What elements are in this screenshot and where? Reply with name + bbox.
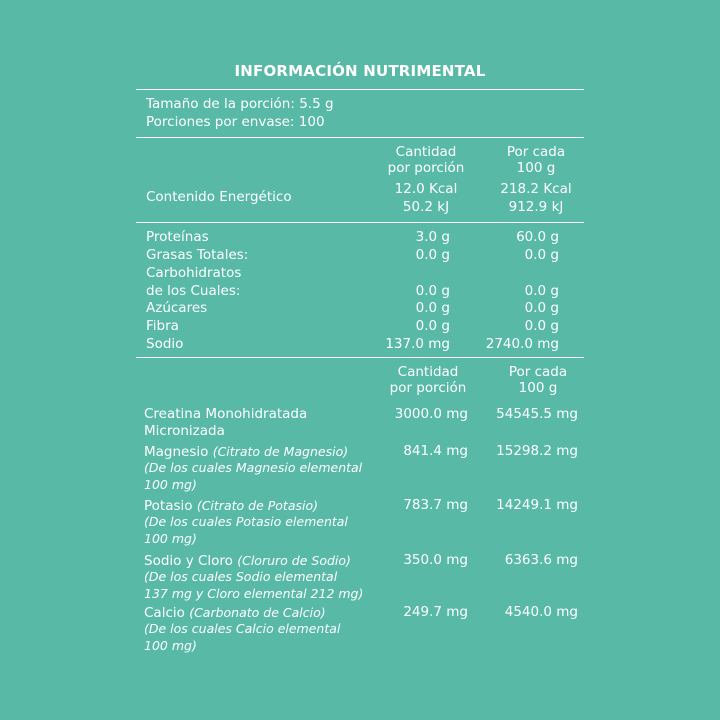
energy-kcal-portion: 12.0 Kcal bbox=[394, 181, 458, 197]
nutrient-label: Proteínas bbox=[146, 229, 209, 245]
ingredient-portion: 841.4 mg bbox=[403, 443, 468, 459]
divider bbox=[136, 357, 584, 358]
ingredient-name-line2: Micronizada bbox=[144, 423, 225, 439]
nutrient-portion: 0.0 g bbox=[415, 300, 450, 316]
serving-size: Tamaño de la porción: 5.5 g bbox=[146, 96, 334, 112]
divider bbox=[136, 222, 584, 223]
servings-per-container: Porciones por envase: 100 bbox=[146, 114, 325, 130]
ingredient-per100: 15298.2 mg bbox=[496, 443, 578, 459]
header-portion-line2: por porción bbox=[389, 380, 467, 396]
energy-kj-100: 912.9 kJ bbox=[508, 199, 564, 215]
ingredient-per100: 6363.6 mg bbox=[504, 552, 578, 568]
ingredient-per100: 54545.5 mg bbox=[496, 406, 578, 422]
header-per100-line2: 100 g bbox=[518, 380, 558, 396]
nutrient-per100: 0.0 g bbox=[524, 247, 559, 263]
ingredient-name: Sodio y Cloro bbox=[144, 553, 233, 569]
ingredient-portion: 350.0 mg bbox=[403, 552, 468, 568]
nutrient-portion: 0.0 g bbox=[415, 283, 450, 299]
ingredient-name: Potasio bbox=[144, 498, 193, 514]
ingredient-source: (Citrato de Magnesio) bbox=[212, 444, 349, 459]
nutrient-label: Grasas Totales: bbox=[146, 247, 249, 263]
energy-kj-portion: 50.2 kJ bbox=[402, 199, 450, 215]
ingredient-per100: 14249.1 mg bbox=[496, 497, 578, 513]
header-portion-line2: por porción bbox=[387, 160, 465, 176]
header-portion-line1: Cantidad bbox=[397, 364, 459, 380]
header-per100-line1: Por cada bbox=[508, 364, 568, 380]
ingredient-row bbox=[144, 604, 326, 622]
nutrient-label: Carbohidratos bbox=[146, 265, 242, 281]
nutrient-label: Azúcares bbox=[146, 300, 208, 316]
header-per100-line2: 100 g bbox=[516, 160, 556, 176]
ingredient-name: Magnesio bbox=[144, 444, 209, 460]
ingredient-portion: 783.7 mg bbox=[403, 497, 468, 513]
nutrient-portion: 3.0 g bbox=[415, 229, 450, 245]
ingredient-detail: (De los cuales Potasio elemental bbox=[144, 514, 348, 529]
ingredient-row bbox=[144, 443, 348, 461]
nutrient-per100: 0.0 g bbox=[524, 283, 559, 299]
nutrient-portion: 137.0 mg bbox=[385, 336, 450, 352]
page-title: INFORMACIÓN NUTRIMENTAL bbox=[234, 62, 486, 80]
nutrient-per100: 0.0 g bbox=[524, 318, 559, 334]
ingredient-name: Calcio bbox=[144, 605, 185, 621]
energy-kcal-100: 218.2 Kcal bbox=[500, 181, 572, 197]
ingredient-detail: (De los cuales Calcio elemental bbox=[144, 621, 341, 636]
nutrient-label: Fibra bbox=[146, 318, 179, 334]
ingredient-source: (Cloruro de Sodio) bbox=[237, 553, 351, 568]
divider bbox=[136, 89, 584, 90]
ingredient-detail: 100 mg) bbox=[144, 477, 197, 492]
nutrient-per100: 0.0 g bbox=[524, 300, 559, 316]
ingredient-detail: 137 mg y Cloro elemental 212 mg) bbox=[144, 586, 364, 601]
nutrient-per100: 60.0 g bbox=[516, 229, 559, 245]
nutrient-label: de los Cuales: bbox=[146, 283, 241, 299]
divider bbox=[136, 137, 584, 138]
ingredient-portion: 3000.0 mg bbox=[394, 406, 468, 422]
nutrient-label: Sodio bbox=[146, 336, 184, 352]
ingredient-detail: 100 mg) bbox=[144, 638, 197, 653]
ingredient-name: Creatina Monohidratada bbox=[144, 406, 308, 422]
nutrient-portion: 0.0 g bbox=[415, 318, 450, 334]
ingredient-portion: 249.7 mg bbox=[403, 604, 468, 620]
energy-label: Contenido Energético bbox=[146, 189, 292, 205]
ingredient-row bbox=[144, 497, 318, 515]
ingredient-detail: (De los cuales Magnesio elemental bbox=[144, 460, 363, 475]
ingredient-source: (Carbonato de Calcio) bbox=[189, 605, 326, 620]
header-portion-line1: Cantidad bbox=[395, 144, 457, 160]
header-per100-line1: Por cada bbox=[506, 144, 566, 160]
nutrient-per100: 2740.0 mg bbox=[485, 336, 559, 352]
ingredient-row bbox=[144, 552, 351, 570]
ingredient-detail: 100 mg) bbox=[144, 531, 197, 546]
nutrient-portion: 0.0 g bbox=[415, 247, 450, 263]
ingredient-source: (Citrato de Potasio) bbox=[196, 498, 318, 513]
ingredient-per100: 4540.0 mg bbox=[504, 604, 578, 620]
ingredient-detail: (De los cuales Sodio elemental bbox=[144, 569, 338, 584]
